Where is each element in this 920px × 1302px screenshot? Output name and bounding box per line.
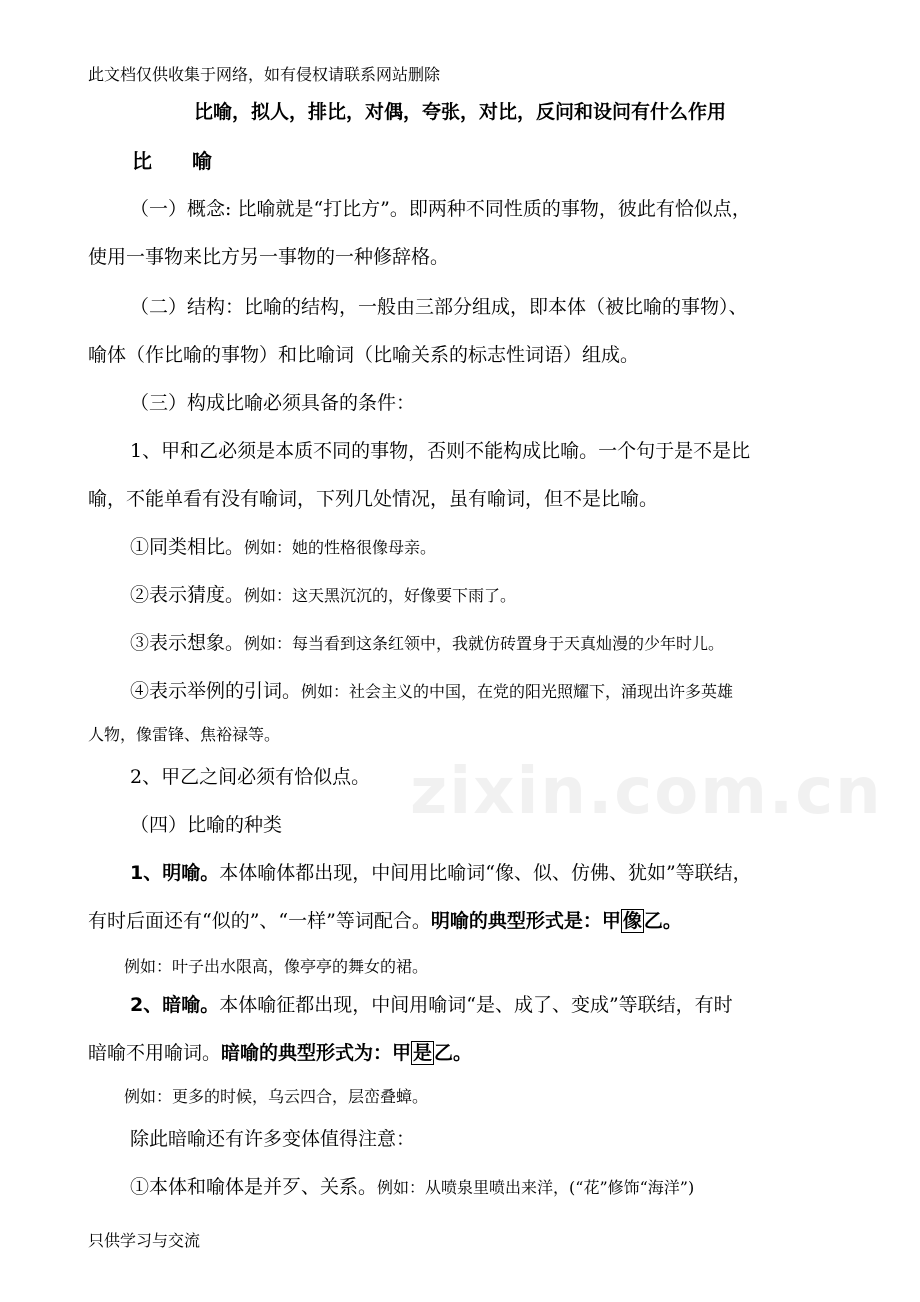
- type-label: 1、明喻。: [130, 862, 220, 884]
- paragraph-line: 2、甲乙之间必须有恰似点。: [130, 766, 371, 788]
- paragraph-line: （三）构成比喻必须具备的条件：: [130, 392, 416, 414]
- paragraph-line: （一）概念: 比喻就是“打比方”。即两种不同性质的事物，彼此有恰似点，: [130, 198, 751, 220]
- paragraph-line: [130, 676, 880, 707]
- paragraph-line: [130, 858, 880, 888]
- type-description: 暗喻不用喻词。: [88, 1042, 222, 1064]
- case-label: ②表示猜度。: [130, 584, 245, 606]
- paragraph-line: 喻体（作比喻的事物）和比喻词（比喻关系的标志性词语）组成。: [88, 344, 640, 366]
- section-heading: [132, 146, 212, 176]
- paragraph-line: [88, 1038, 838, 1068]
- document-title: 比喻，拟人，排比，对偶，夸张，对比，反问和设问有什么作用: [193, 101, 726, 123]
- paragraph-line: 除此暗喻还有许多变体值得注意：: [130, 1128, 416, 1150]
- case-label: ①同类相比。: [130, 536, 245, 558]
- case-example: 例如：从喷泉里喷出来洋，(“花”修饰“海洋”): [377, 1178, 695, 1197]
- footer-note: 只供学习与交流: [88, 1231, 201, 1250]
- example-line: 例如：叶子出水限高，像亭亭的舞女的裙。: [124, 957, 429, 976]
- heading-char-2: 喻: [192, 149, 212, 173]
- case-label: ③表示想象。: [130, 632, 245, 654]
- paragraph-line: 喻，不能单看有没有喻词，下列几处情况，虽有喻词，但不是比喻。: [88, 488, 659, 510]
- case-label: ④表示举例的引词。: [130, 680, 302, 702]
- boxed-word: 像: [622, 910, 642, 932]
- paragraph-line: [130, 990, 880, 1020]
- header-note: 此文档仅供收集于网络，如有侵权请联系网站删除: [88, 65, 441, 84]
- case-example: 例如：社会主义的中国，在党的阳光照耀下，涌现出许多英雄: [301, 682, 734, 701]
- case-example: 例如：每当看到这条红领中，我就仿砖置身于天真灿漫的少年时儿。: [244, 634, 725, 653]
- paragraph-line: [130, 580, 880, 611]
- case-label: ①本体和喻体是并歹、关系。: [130, 1176, 378, 1198]
- type-description: 本体喻体都出现，中间用比喻词“像、似、仿佛、犹如”等联结，: [219, 862, 752, 884]
- typical-form: 暗喻的典型形式为：甲: [221, 1042, 412, 1064]
- type-label: 2、暗喻。: [130, 994, 220, 1016]
- example-line: 例如：更多的时候，乌云四合，层峦叠蟑。: [124, 1087, 429, 1106]
- paragraph-line: （二）结构：比喻的结构，一般由三部分组成，即本体（被比喻的事物）、: [130, 296, 748, 318]
- paragraph-line: [130, 1172, 880, 1203]
- paragraph-line: （四）比喻的种类: [130, 814, 283, 836]
- typical-form-end: 乙。: [434, 1042, 473, 1064]
- boxed-word: 是: [413, 1042, 433, 1064]
- heading-char-1: 比: [132, 149, 152, 173]
- watermark: zixin.com.cn: [410, 755, 883, 829]
- typical-form: 明喻的典型形式是：甲: [430, 910, 621, 932]
- case-example: 例如：这天黑沉沉的，好像要下雨了。: [244, 586, 517, 605]
- paragraph-line: 1、甲和乙必须是本质不同的事物，否则不能构成比喻。一个句于是不是比: [130, 440, 751, 462]
- paragraph-line: [88, 906, 838, 936]
- type-description: 本体喻征都出现，中间用喻词“是、成了、变成”等联结，有时: [219, 994, 733, 1016]
- typical-form-end: 乙。: [643, 910, 682, 932]
- paragraph-line: 使用一事物来比方另一事物的一种修辞格。: [88, 246, 450, 268]
- paragraph-line: [130, 532, 880, 563]
- case-example: 例如：她的性格很像母亲。: [244, 538, 437, 557]
- type-description: 有时后面还有“似的”、“一样”等词配合。: [88, 910, 431, 932]
- paragraph-line: [130, 628, 880, 659]
- paragraph-line: 人物，像雷锋、焦裕禄等。: [88, 725, 281, 744]
